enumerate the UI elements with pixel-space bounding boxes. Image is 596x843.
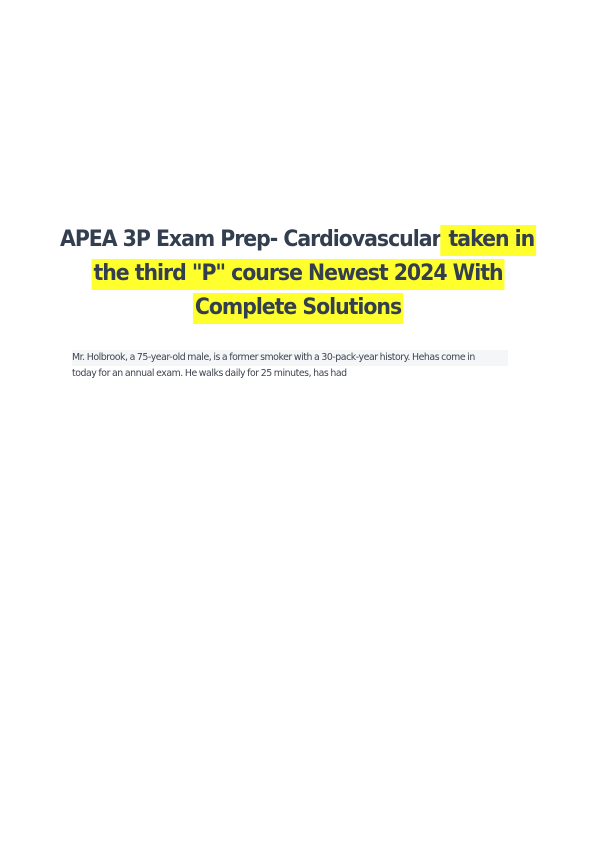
title-highlight-1: taken in (441, 225, 536, 256)
body-paragraph (72, 350, 542, 382)
title-plain-text: APEA 3P Exam Prep- Cardiovascular (60, 227, 441, 252)
title-line-1 (58, 223, 538, 257)
document-title (58, 223, 538, 325)
title-line-2 (58, 257, 538, 291)
title-highlight-3: Complete Solutions (193, 293, 403, 324)
body-line-1: Mr. Holbrook, a 75-year-old male, is a former smoker with a 30-pack-year history. Hehas come in (72, 350, 508, 366)
title-highlight-2: the third "P" course Newest 2024 With (92, 259, 505, 290)
title-line-3 (58, 291, 538, 325)
body-line-2: today for an annual exam. He walks daily for 25 minutes, has had (72, 368, 347, 379)
